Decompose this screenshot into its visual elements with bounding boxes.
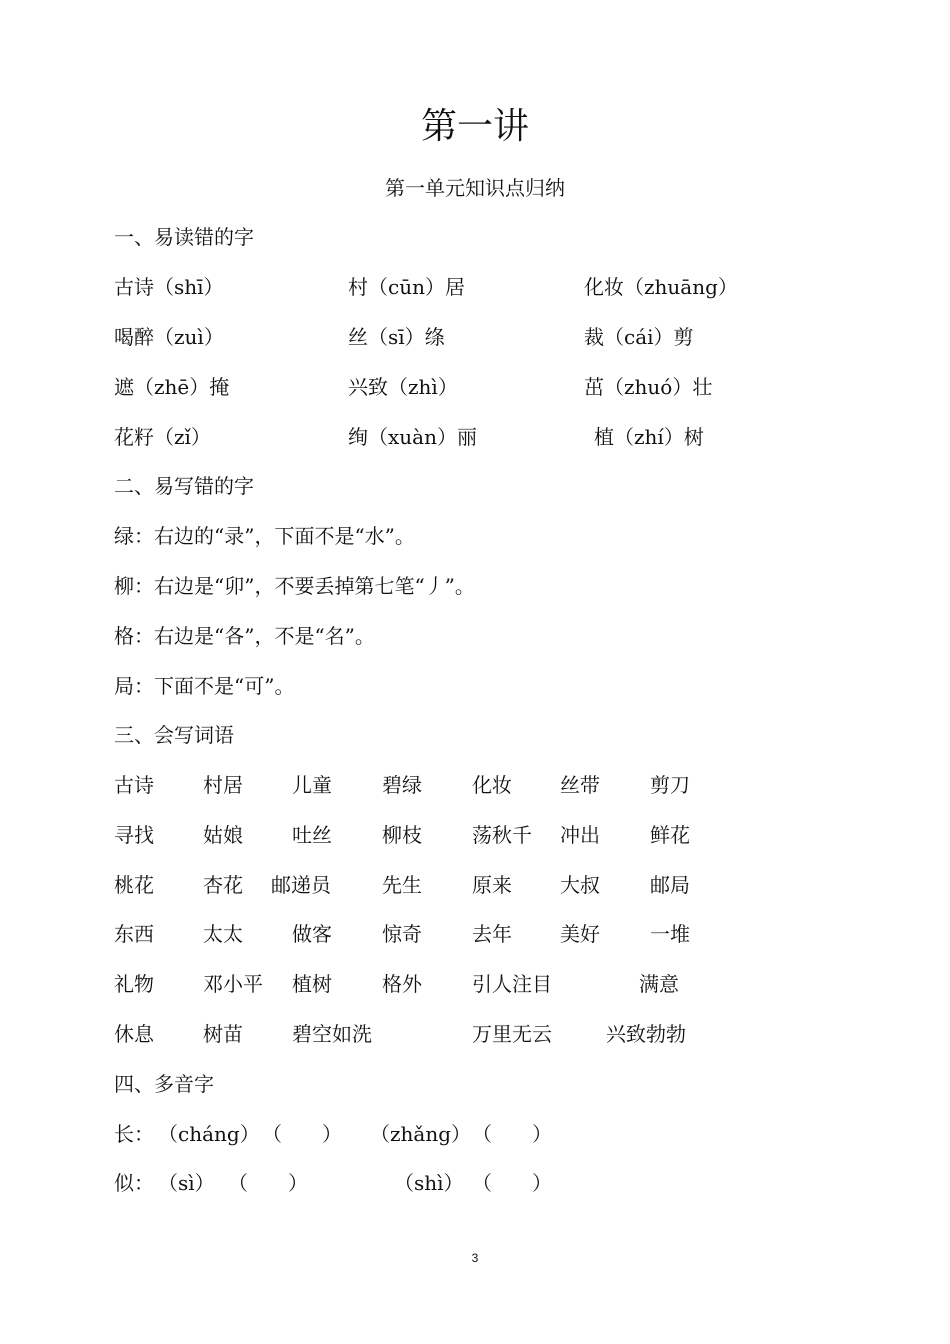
page-title: 第一讲 (420, 106, 529, 147)
answer-blank: （ ） (472, 1171, 552, 1195)
reading-item: 村（cūn）居 (348, 275, 465, 299)
vocab-word: 礼物 (114, 972, 154, 996)
vocab-word: 太太 (203, 922, 243, 946)
polyphone-reading: （cháng） (158, 1122, 260, 1146)
vocab-word: 邮局 (650, 873, 690, 897)
reading-item: 化妆（zhuāng） (584, 275, 738, 299)
vocab-word: 引人注目 (472, 972, 552, 996)
section-heading-1: 一、易读错的字 (114, 225, 254, 249)
section-heading-3: 三、会写词语 (114, 723, 234, 747)
vocab-word: 杏花 (203, 873, 243, 897)
reading-item: 植（zhí）树 (594, 425, 704, 449)
polyphone-reading: （shì） (394, 1171, 464, 1195)
polyphone-char: 似： (114, 1171, 154, 1195)
vocab-word: 古诗 (114, 773, 154, 797)
vocab-word: 树苗 (203, 1022, 243, 1046)
vocab-word: 冲出 (560, 823, 600, 847)
vocab-word: 兴致勃勃 (606, 1022, 686, 1046)
vocab-word: 碧绿 (382, 773, 422, 797)
vocab-word: 姑娘 (203, 823, 243, 847)
vocab-word: 东西 (114, 922, 154, 946)
vocab-word: 邓小平 (203, 972, 263, 996)
vocab-word: 儿童 (292, 773, 332, 797)
vocab-word: 植树 (292, 972, 332, 996)
vocab-word: 柳枝 (382, 823, 422, 847)
reading-item: 裁（cái）剪 (584, 325, 694, 349)
vocab-word: 荡秋千 (472, 823, 532, 847)
vocab-word: 丝带 (560, 773, 600, 797)
vocab-word: 格外 (382, 972, 422, 996)
vocab-word: 满意 (639, 972, 679, 996)
vocab-word: 碧空如洗 (292, 1022, 372, 1046)
reading-item: 茁（zhuó）壮 (584, 375, 713, 399)
writing-note: 格：右边是“各”，不是“名”。 (114, 624, 375, 648)
vocab-word: 村居 (203, 773, 243, 797)
reading-item: 兴致（zhì） (348, 375, 458, 399)
vocab-word: 先生 (382, 873, 422, 897)
answer-blank: （ ） (262, 1122, 342, 1146)
vocab-word: 桃花 (114, 873, 154, 897)
vocab-word: 美好 (560, 922, 600, 946)
reading-item: 绚（xuàn）丽 (348, 425, 477, 449)
vocab-word: 做客 (292, 922, 332, 946)
vocab-word: 大叔 (560, 873, 600, 897)
vocab-word: 去年 (472, 922, 512, 946)
section-heading-2: 二、易写错的字 (114, 474, 254, 498)
section-heading-4: 四、多音字 (114, 1072, 214, 1096)
reading-item: 古诗（shī） (114, 275, 224, 299)
vocab-word: 寻找 (114, 823, 154, 847)
reading-item: 花籽（zǐ） (114, 425, 211, 449)
vocab-word: 原来 (472, 873, 512, 897)
writing-note: 局：下面不是“可”。 (114, 674, 295, 698)
answer-blank: （ ） (228, 1171, 308, 1195)
vocab-word: 化妆 (472, 773, 512, 797)
vocab-word: 邮递员 (271, 873, 331, 897)
reading-item: 丝（sī）绦 (348, 325, 445, 349)
writing-note: 柳：右边是“卯”，不要丢掉第七笔“丿”。 (114, 574, 475, 598)
reading-item: 喝醉（zuì） (114, 325, 224, 349)
vocab-word: 剪刀 (650, 773, 690, 797)
page-number: 3 (471, 1251, 479, 1265)
polyphone-reading: （zhǎng） (370, 1122, 472, 1146)
answer-blank: （ ） (472, 1122, 552, 1146)
vocab-word: 吐丝 (292, 823, 332, 847)
vocab-word: 万里无云 (472, 1022, 552, 1046)
polyphone-reading: （sì） (158, 1171, 215, 1195)
reading-item: 遮（zhē）掩 (114, 375, 230, 399)
vocab-word: 惊奇 (382, 922, 422, 946)
vocab-word: 一堆 (650, 922, 690, 946)
page-subtitle: 第一单元知识点归纳 (385, 176, 565, 200)
vocab-word: 鲜花 (650, 823, 690, 847)
writing-note: 绿：右边的“录”，下面不是“水”。 (114, 524, 415, 548)
vocab-word: 休息 (114, 1022, 154, 1046)
polyphone-char: 长： (114, 1122, 154, 1146)
